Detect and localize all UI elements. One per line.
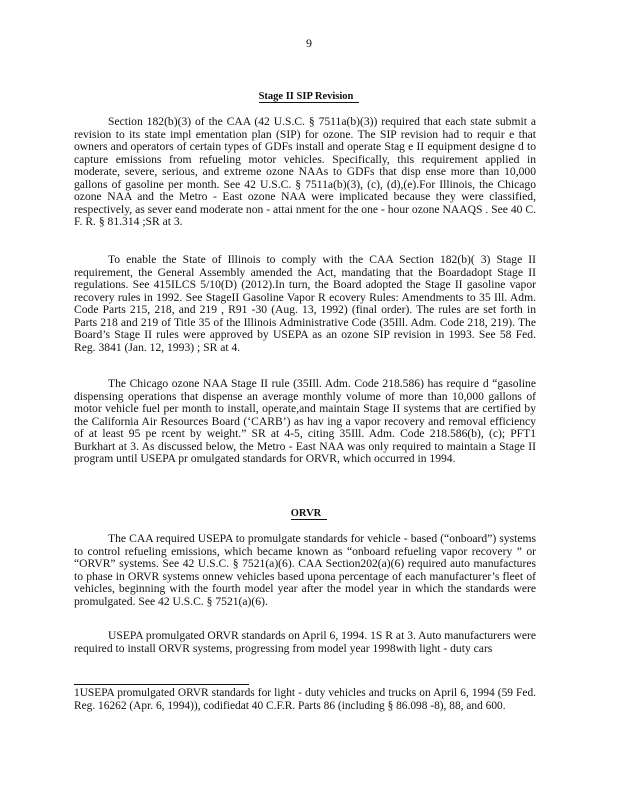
footnote xyxy=(74,687,536,712)
footnote-text: 1USEPA promulgated ORVR standards for light - duty vehicles and trucks on April 6, 1994 (59 Fed. Reg. 16262 (Apr. 6, 1994)), codifiedat 40 C.F.R. Parts 86 (including § 86.098 -8), 88, and 600. xyxy=(74,687,536,712)
paragraph-text: Section 182(b)(3) of the CAA (42 U.S.C. § 7511a(b)(3)) required that each state submit a revision to its state impl ementation plan (SIP) for ozone. The SIP revision had to requir e that owners and operators of certain types of GDFs install and operate Stag e II equipment designe d to capture emissions from refueling motor vehicles. Specifically, this requirement applied in moderate, severe, serious, and extreme ozone NAAs to GDFs that disp ense more than 10,000 gallons of gasoline per month. See 42 U.S.C. § 7511a(b)(3), (c), (d),(e).For Illinois, the Chicago ozone NAA and the Metro - East ozone NAA were implicated because they were classified, respectively, as sever eand moderate non - attai nment for the one - hour ozone NAAQS . See 40 C. F. R. § 81.314 ;SR at 3. xyxy=(74,115,536,228)
paragraph-text: The Chicago ozone NAA Stage II rule (35Ill. Adm. Code 218.586) has require d “gasoline dispensing operations that dispense an average monthly volume of more than 10,000 gallons of motor vehicle fuel per month to install, operate,and maintain Stage II systems that are certified by the California Air Resources Board (‘CARB’) as hav ing a vapor recovery and removal efficiency of at least 95 pe rcent by weight.” SR at 4-5, citing 35Ill. Adm. Code 218.586(b), (c); PFT1 Burkhart at 3. As discussed below, the Metro - East NAA was only required to maintain a Stage II program until USEPA pr omulgated standards for ORVR, which occurred in 1994. xyxy=(74,377,536,465)
paragraph-orvr-1 xyxy=(74,533,536,608)
paragraph-stage2-1 xyxy=(74,116,536,229)
paragraph-text: The CAA required USEPA to promulgate standards for vehicle - based (“onboard”) systems to control refueling emissions, which became known as “onboard refueling vapor recovery ” or “ORVR” systems. See 42 U.S.C. § 7521(a)(6). CAA Section202(a)(6) required auto manufactures to phase in ORVR systems onnew vehicles based upona percentage of each manufacturer’s fleet of vehicles, beginning with the fourth model year after the model year in which the standards were promulgated. See 42 U.S.C. § 7521(a)(6). xyxy=(74,532,536,608)
paragraph-stage2-3 xyxy=(74,378,536,466)
section-heading-orvr xyxy=(0,508,618,519)
section-heading-stage2 xyxy=(0,91,618,102)
paragraph-orvr-2 xyxy=(74,630,536,655)
footnote-rule xyxy=(74,684,249,685)
heading-text: Stage II SIP Revision xyxy=(259,91,360,103)
heading-text: ORVR xyxy=(291,508,328,520)
paragraph-text: USEPA promulgated ORVR standards on April 6, 1994. 1S R at 3. Auto manufacturers were required to install ORVR systems, progressing from model year 1998with light - duty cars xyxy=(74,629,536,655)
page-number: 9 xyxy=(306,36,312,50)
paragraph-text: To enable the State of Illinois to comply with the CAA Section 182(b)( 3) Stage II requirement, the General Assembly amended the Act, mandating that the Boardadopt Stage II regulations. See 415ILCS 5/10(D) (2012).In turn, the Board adopted the Stage II gasoline vapor recovery rules in 1992. See StageII Gasoline Vapor R ecovery Rules: Amendments to 35 Ill. Adm. Code Parts 215, 218, and 219 , R91 -30 (Aug. 13, 1992) (final order). The rules are set forth in Parts 218 and 219 of Title 35 of the Illinois Administrative Code (35Ill. Adm. Code 218, 219). The Board’s Stage II rules were approved by USEPA as an ozone SIP revision in 1993. See 58 Fed. Reg. 3841 (Jan. 12, 1993) ; SR at 4. xyxy=(74,253,536,354)
paragraph-stage2-2 xyxy=(74,254,536,354)
